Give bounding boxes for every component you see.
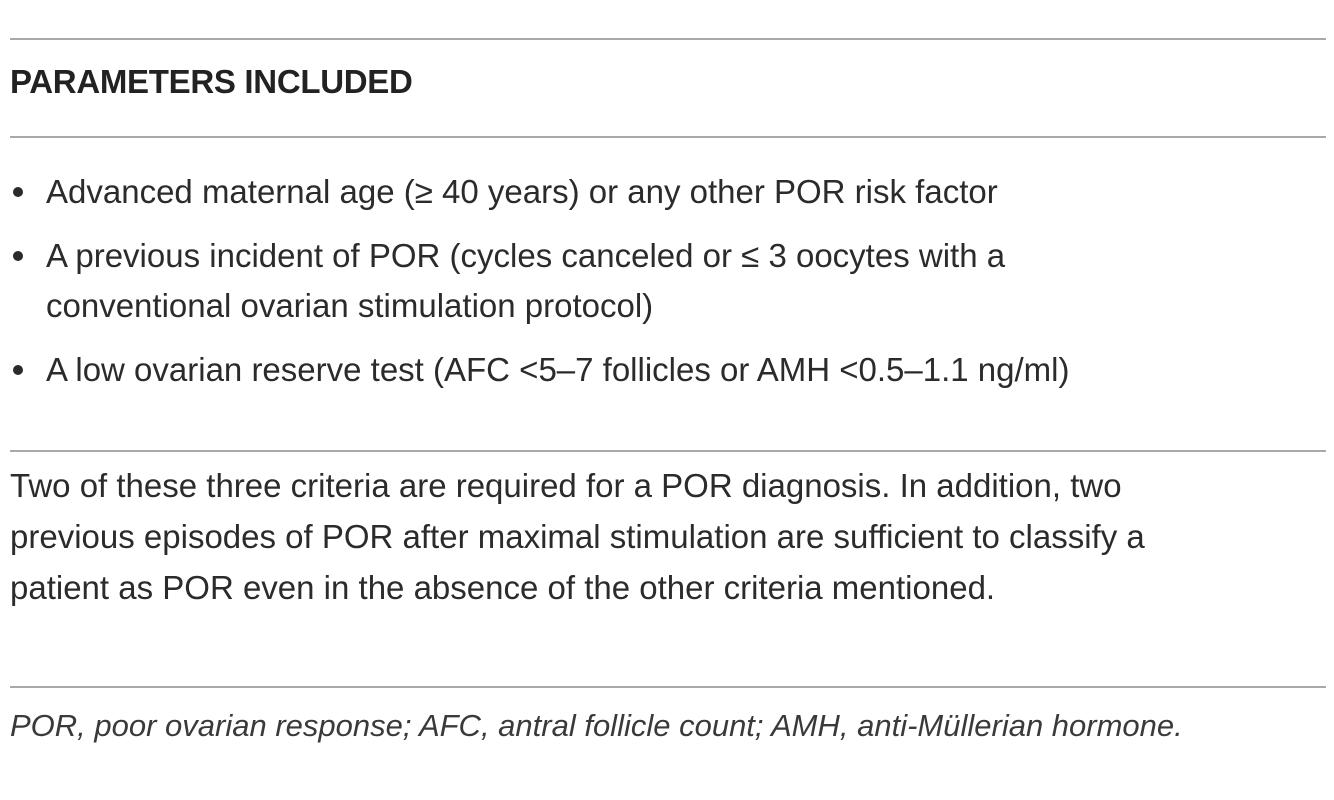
- bullet-icon: [13, 365, 23, 375]
- bullet-icon: [13, 251, 23, 261]
- criterion-text: A low ovarian reserve test (AFC <5–7 follicles or AMH <0.5–1.1 ng/ml): [46, 351, 1070, 388]
- criterion-text: Advanced maternal age (≥ 40 years) or any other POR risk factor: [46, 173, 998, 210]
- header-rule: [10, 136, 1326, 138]
- list-item: [10, 345, 1210, 395]
- criteria-list: [10, 167, 1210, 409]
- table-header: PARAMETERS INCLUDED: [10, 63, 413, 100]
- list-item: [10, 231, 1210, 331]
- list-item: [10, 167, 1210, 217]
- footer-rule: [10, 686, 1326, 688]
- bullet-icon: [13, 187, 23, 197]
- abbreviations-footnote: POR, poor ovarian response; AFC, antral follicle count; AMH, anti-Müllerian hormone.: [10, 708, 1183, 743]
- body-rule: [10, 450, 1326, 452]
- diagnosis-note: Two of these three criteria are required for a POR diagnosis. In addition, two previous episodes of POR after maximal stimulation are sufficient to classify a patient as POR even in the absence of the other criteria mentioned.: [10, 467, 1145, 606]
- top-rule: [10, 38, 1326, 40]
- criterion-text: A previous incident of POR (cycles canceled or ≤ 3 oocytes with a conventional ovarian stimulation protocol): [46, 237, 1006, 324]
